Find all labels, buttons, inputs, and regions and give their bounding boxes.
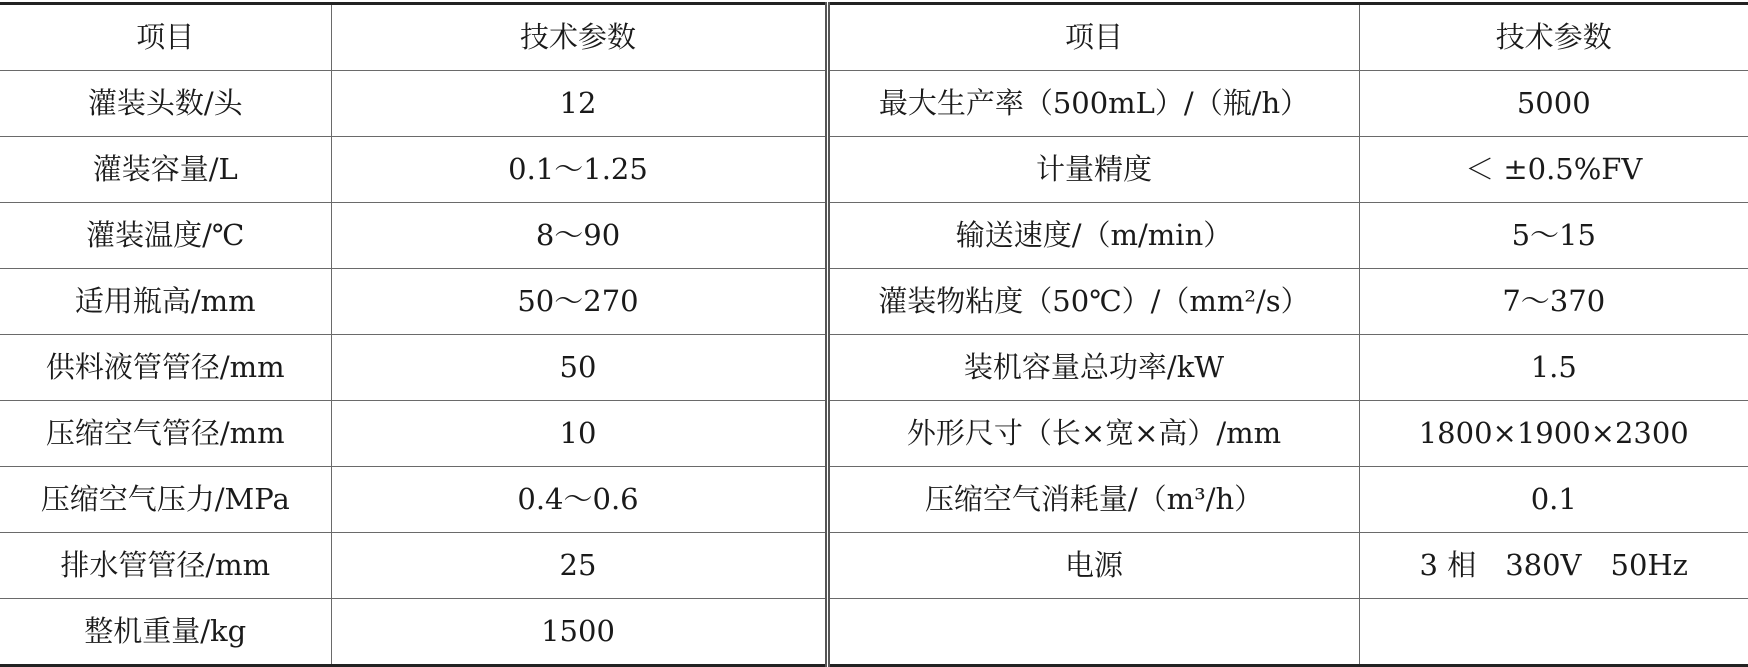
table-cell: 灌装物粘度（50℃）/（mm²/s）	[827, 269, 1359, 335]
table-cell: 10	[331, 401, 827, 467]
table-cell: 0.4～0.6	[331, 467, 827, 533]
table-cell: 输送速度/（m/min）	[827, 203, 1359, 269]
table-cell: 压缩空气消耗量/（m³/h）	[827, 467, 1359, 533]
table-row	[0, 599, 1748, 666]
header-param-right: 技术参数	[1359, 4, 1748, 71]
table-cell: 供料液管管径/mm	[0, 335, 331, 401]
table-row	[0, 71, 1748, 137]
table-cell: 灌装头数/头	[0, 71, 331, 137]
table-cell: 1.5	[1359, 335, 1748, 401]
spec-table	[0, 2, 1748, 667]
table-cell: 电源	[827, 533, 1359, 599]
table-row	[0, 203, 1748, 269]
table-cell: 灌装温度/℃	[0, 203, 331, 269]
table-cell: 0.1～1.25	[331, 137, 827, 203]
header-item-right: 项目	[827, 4, 1359, 71]
table-row	[0, 335, 1748, 401]
table-cell: 12	[331, 71, 827, 137]
table-cell: 外形尺寸（长×宽×高）/mm	[827, 401, 1359, 467]
table-cell: 整机重量/kg	[0, 599, 331, 666]
table-cell: 50～270	[331, 269, 827, 335]
table-cell: 灌装容量/L	[0, 137, 331, 203]
table-row	[0, 467, 1748, 533]
table-cell: 25	[331, 533, 827, 599]
table-cell: 5～15	[1359, 203, 1748, 269]
table-cell: ＜ ±0.5%FV	[1359, 137, 1748, 203]
table-cell	[827, 599, 1359, 666]
table-cell: 3 相 380V 50Hz	[1359, 533, 1748, 599]
table-cell: 50	[331, 335, 827, 401]
table-row	[0, 401, 1748, 467]
table-row	[0, 533, 1748, 599]
table-cell: 计量精度	[827, 137, 1359, 203]
header-item-left: 项目	[0, 4, 331, 71]
table-cell: 最大生产率（500mL）/（瓶/h）	[827, 71, 1359, 137]
table-cell	[1359, 599, 1748, 666]
table-cell: 7～370	[1359, 269, 1748, 335]
table-cell: 装机容量总功率/kW	[827, 335, 1359, 401]
table-cell: 5000	[1359, 71, 1748, 137]
table-row	[0, 269, 1748, 335]
table-cell: 适用瓶高/mm	[0, 269, 331, 335]
table-cell: 1800×1900×2300	[1359, 401, 1748, 467]
table-cell: 压缩空气管径/mm	[0, 401, 331, 467]
header-param-left: 技术参数	[331, 4, 827, 71]
table-header-row	[0, 4, 1748, 71]
table-cell: 1500	[331, 599, 827, 666]
table-cell: 排水管管径/mm	[0, 533, 331, 599]
table-cell: 0.1	[1359, 467, 1748, 533]
table-cell: 压缩空气压力/MPa	[0, 467, 331, 533]
table-cell: 8～90	[331, 203, 827, 269]
table-row	[0, 137, 1748, 203]
